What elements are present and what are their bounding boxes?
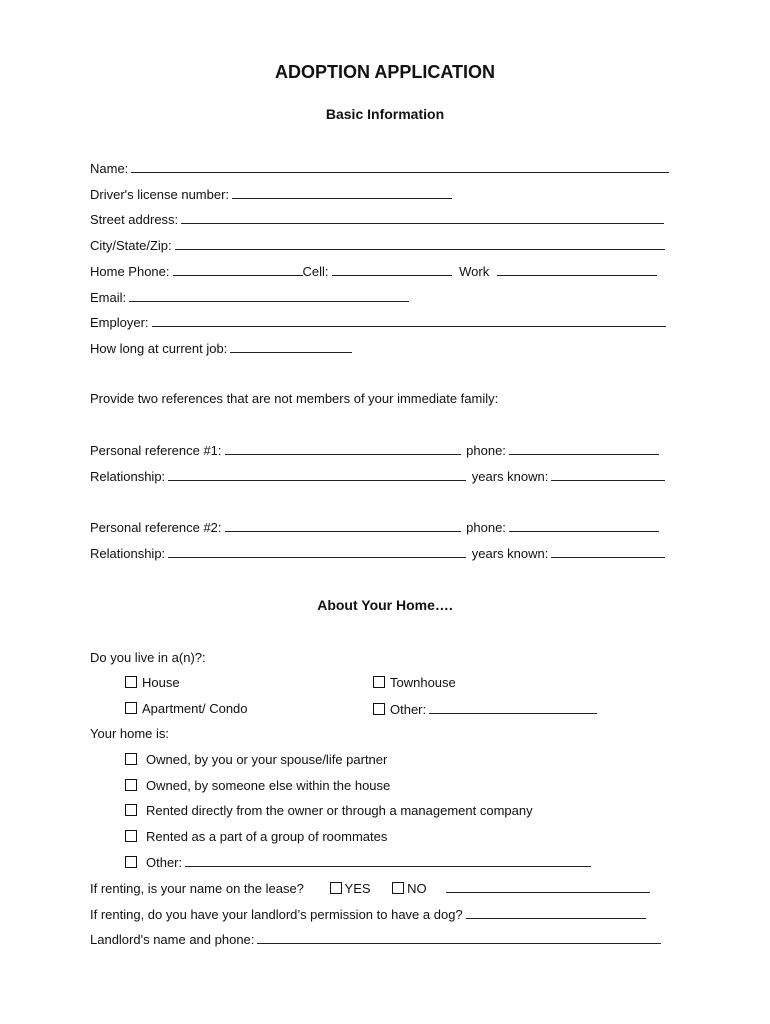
landlord-label: Landlord's name and phone: — [90, 932, 255, 947]
ref1-row — [90, 442, 659, 459]
home-is-question: Your home is: — [90, 726, 170, 741]
employer-field[interactable] — [152, 314, 666, 327]
section-heading-home: About Your Home…. — [317, 597, 453, 613]
other-ownership-option[interactable] — [125, 854, 591, 871]
rented-group-option[interactable] — [125, 829, 387, 845]
email-row — [90, 289, 409, 306]
house-option[interactable] — [125, 675, 180, 691]
ref2-relationship-label: Relationship: — [90, 546, 166, 561]
lease-row — [90, 880, 650, 897]
home-phone-field[interactable] — [173, 263, 303, 276]
other-dwelling-checkbox[interactable] — [373, 703, 385, 715]
license-label: Driver's license number: — [90, 187, 230, 202]
ref2-relationship-field[interactable] — [168, 545, 466, 558]
ref1-relationship-row — [90, 468, 665, 485]
house-checkbox[interactable] — [125, 676, 137, 688]
rented-group-checkbox[interactable] — [125, 830, 137, 842]
rented-direct-label: Rented directly from the owner or through a management company — [146, 803, 533, 818]
owned-you-option[interactable] — [125, 752, 387, 768]
lease-no-checkbox[interactable] — [392, 882, 404, 894]
permission-field[interactable] — [466, 906, 646, 919]
ref1-field[interactable] — [225, 442, 461, 455]
ref1-phone-field[interactable] — [509, 442, 659, 455]
city-label: City/State/Zip: — [90, 238, 172, 253]
owned-you-label: Owned, by you or your spouse/life partner — [146, 752, 388, 767]
rented-direct-option[interactable] — [125, 803, 533, 819]
how-long-field[interactable] — [230, 340, 352, 353]
townhouse-label: Townhouse — [390, 675, 456, 690]
ref2-years-field[interactable] — [551, 545, 665, 558]
other-dwelling-field[interactable] — [429, 701, 597, 714]
how-long-label: How long at current job: — [90, 341, 228, 356]
references-intro: Provide two references that are not members of your immediate family: — [90, 391, 499, 406]
rented-group-label: Rented as a part of a group of roommates — [146, 829, 388, 844]
how-long-row — [90, 340, 352, 357]
ref2-row — [90, 519, 659, 536]
ref2-relationship-row — [90, 545, 665, 562]
owned-else-option[interactable] — [125, 778, 390, 794]
owned-you-checkbox[interactable] — [125, 753, 137, 765]
license-row — [90, 186, 452, 203]
ref1-phone-label: phone: — [466, 443, 506, 458]
ref2-phone-label: phone: — [466, 520, 506, 535]
lease-question: If renting, is your name on the lease? — [90, 881, 304, 896]
email-label: Email: — [90, 290, 127, 305]
name-row — [90, 160, 669, 177]
lease-yes-checkbox[interactable] — [330, 882, 342, 894]
work-field[interactable] — [497, 263, 657, 276]
city-field[interactable] — [175, 237, 665, 250]
section-heading-basic: Basic Information — [325, 106, 445, 122]
ref1-relationship-label: Relationship: — [90, 469, 166, 484]
house-label: House — [142, 675, 180, 690]
lease-field[interactable] — [446, 880, 650, 893]
page-title: ADOPTION APPLICATION — [275, 62, 495, 82]
owned-else-checkbox[interactable] — [125, 779, 137, 791]
ref2-phone-field[interactable] — [509, 519, 659, 532]
phone-row — [90, 263, 657, 280]
home-phone-label: Home Phone: — [90, 264, 170, 279]
landlord-row — [90, 931, 661, 948]
street-field[interactable] — [181, 211, 664, 224]
cell-label: Cell: — [302, 264, 329, 279]
other-ownership-label: Other: — [146, 855, 183, 870]
townhouse-checkbox[interactable] — [373, 676, 385, 688]
other-ownership-field[interactable] — [185, 854, 591, 867]
ref1-years-field[interactable] — [551, 468, 665, 481]
apartment-label: Apartment/ Condo — [142, 701, 248, 716]
ref1-years-label: years known: — [471, 469, 549, 484]
permission-row — [90, 906, 646, 923]
city-row — [90, 237, 665, 254]
apartment-checkbox[interactable] — [125, 702, 137, 714]
rented-direct-checkbox[interactable] — [125, 804, 137, 816]
other-ownership-checkbox[interactable] — [125, 856, 137, 868]
work-label: Work — [459, 264, 490, 279]
permission-question: If renting, do you have your landlord’s permission to have a dog? — [90, 907, 463, 922]
live-in-question: Do you live in a(n)?: — [90, 650, 206, 665]
lease-yes-label: YES — [344, 881, 371, 896]
email-field[interactable] — [129, 289, 409, 302]
employer-row — [90, 314, 666, 331]
employer-label: Employer: — [90, 315, 149, 330]
ref1-relationship-field[interactable] — [168, 468, 466, 481]
landlord-field[interactable] — [257, 931, 661, 944]
street-row — [90, 211, 664, 228]
other-dwelling-option[interactable] — [373, 701, 597, 718]
cell-field[interactable] — [332, 263, 452, 276]
name-label: Name: — [90, 161, 129, 176]
ref1-label: Personal reference #1: — [90, 443, 222, 458]
ref2-label: Personal reference #2: — [90, 520, 222, 535]
lease-no-label: NO — [407, 881, 427, 896]
ref2-years-label: years known: — [471, 546, 549, 561]
license-field[interactable] — [232, 186, 452, 199]
other-dwelling-label: Other: — [390, 702, 427, 717]
apartment-option[interactable] — [125, 701, 248, 717]
name-field[interactable] — [131, 160, 669, 173]
townhouse-option[interactable] — [373, 675, 456, 691]
owned-else-label: Owned, by someone else within the house — [146, 778, 391, 793]
street-label: Street address: — [90, 212, 179, 227]
ref2-field[interactable] — [225, 519, 461, 532]
